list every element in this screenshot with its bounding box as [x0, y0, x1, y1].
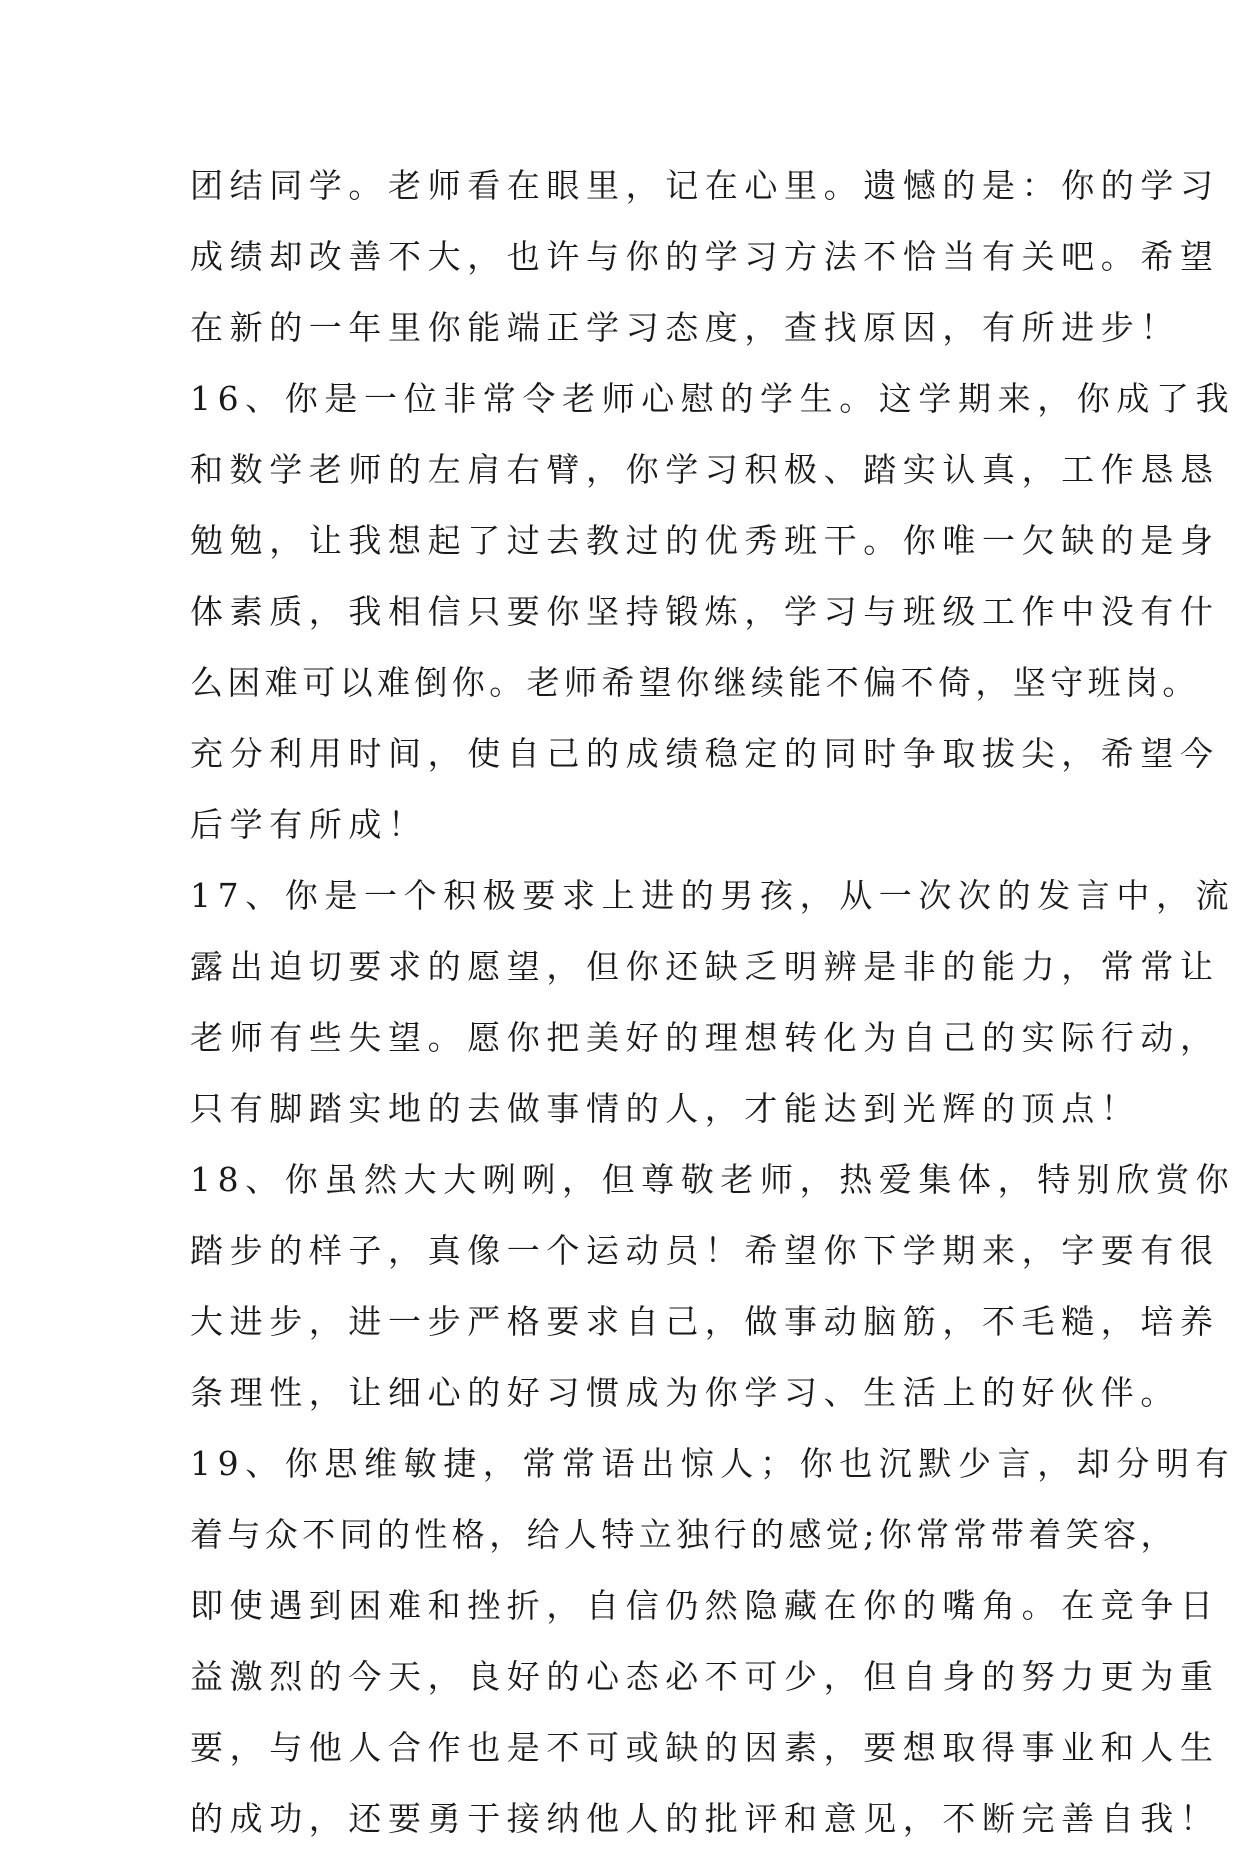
text-line: 条理性，让细心的好习惯成为你学习、生活上的好伙伴。: [190, 1373, 1180, 1412]
text-line: 充分利用时间，使自己的成绩稳定的同时争取拔尖，希望今: [190, 734, 1220, 773]
text-line: 着与众不同的性格，给人特立独行的感觉;你常常带着笑容，: [190, 1515, 1178, 1554]
text-line: 和数学老师的左肩右臂，你学习积极、踏实认真，工作恳恳: [190, 450, 1220, 489]
text-line: 体素质，我相信只要你坚持锻炼，学习与班级工作中没有什: [190, 592, 1220, 631]
text-line: 团结同学。老师看在眼里，记在心里。遗憾的是：你的学习: [190, 166, 1220, 205]
text-line: 成绩却改善不大，也许与你的学习方法不恰当有关吧。希望: [190, 237, 1220, 276]
text-line: 只有脚踏实地的去做事情的人，才能达到光辉的顶点！: [190, 1089, 1141, 1128]
text-line: 在新的一年里你能端正学习态度，查找原因，有所进步！: [190, 308, 1180, 347]
text-line: 要，与他人合作也是不可或缺的因素，要想取得事业和人生: [190, 1728, 1220, 1767]
text-line: 踏步的样子，真像一个运动员！希望你下学期来，字要有很: [190, 1231, 1220, 1270]
text-line: 即使遇到困难和挫折，自信仍然隐藏在你的嘴角。在竞争日: [190, 1586, 1220, 1625]
text-line: 18、你虽然大大咧咧，但尊敬老师，热爱集体，特别欣赏你: [190, 1160, 1236, 1199]
text-line: 老师有些失望。愿你把美好的理想转化为自己的实际行动，: [190, 1018, 1220, 1057]
document-body: [190, 150, 1236, 1854]
text-line: 19、你思维敏捷，常常语出惊人；你也沉默少言，却分明有: [190, 1444, 1236, 1483]
text-line: 17、你是一个积极要求上进的男孩，从一次次的发言中，流: [190, 876, 1236, 915]
text-line: 勉勉，让我想起了过去教过的优秀班干。你唯一欠缺的是身: [190, 521, 1220, 560]
text-line: 露出迫切要求的愿望，但你还缺乏明辨是非的能力，常常让: [190, 947, 1220, 986]
text-line: 的成功，还要勇于接纳他人的批评和意见，不断完善自我！: [190, 1799, 1220, 1838]
text-line: 16、你是一位非常令老师心慰的学生。这学期来，你成了我: [190, 379, 1236, 418]
text-line: 后学有所成！: [190, 805, 428, 844]
text-line: 么困难可以难倒你。老师希望你继续能不偏不倚，坚守班岗。: [190, 663, 1200, 702]
text-line: 益激烈的今天，良好的心态必不可少，但自身的努力更为重: [190, 1657, 1220, 1696]
text-line: 大进步，进一步严格要求自己，做事动脑筋，不毛糙，培养: [190, 1302, 1220, 1341]
